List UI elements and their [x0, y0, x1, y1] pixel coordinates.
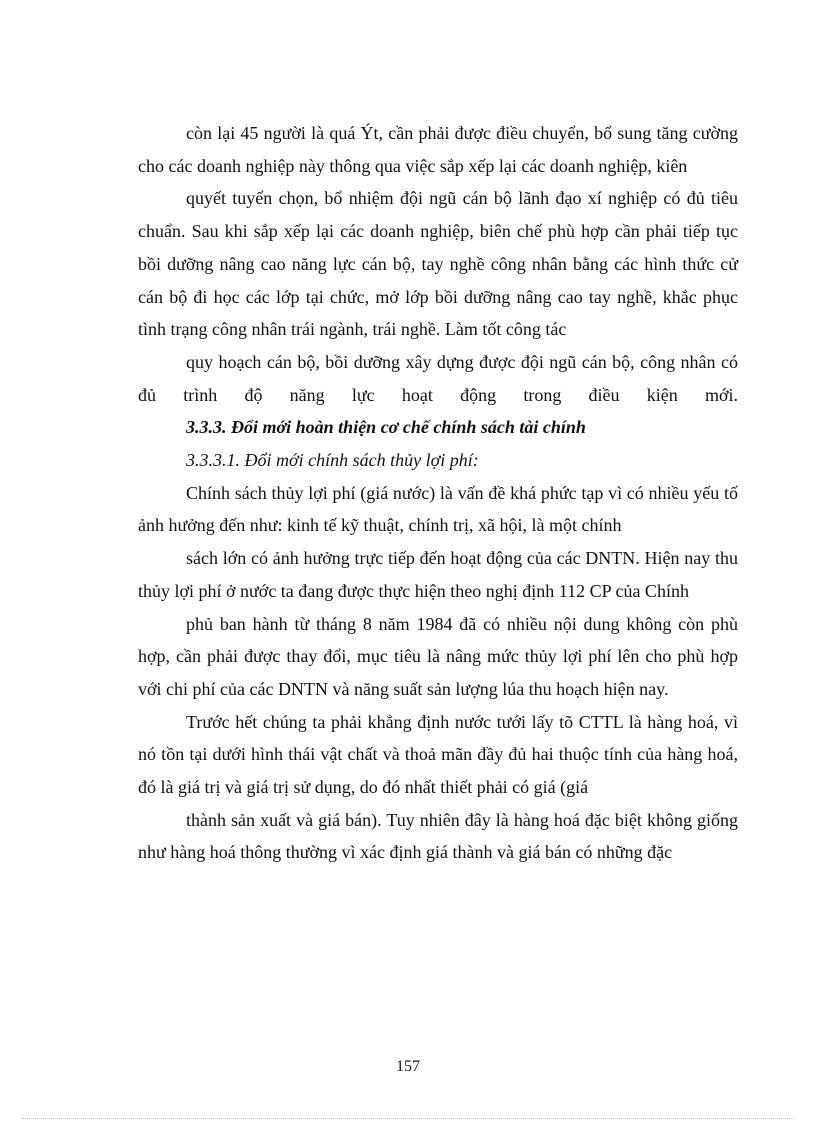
paragraph-8: thành sản xuất và giá bán). Tuy nhiên đây là hàng hoá đặc biệt không giống như hàng hoá thông thường vì xác định giá thành và giá bán có những đặc: [138, 809, 738, 863]
paragraph-7: Trước hết chúng ta phải khẳng định nước tưới lấy tõ CTTL là hàng hoá, vì nó tồn tại dưới hình thái vật chất và thoả mãn đầy đủ hai thuộc tính của hàng hoá, đó là giá trị và giá trị sử dụng, do đó nhất thiết phải có giá (giá: [138, 711, 738, 798]
paragraph-3: quy hoạch cán bộ, bồi dưỡng xây dựng được đội ngũ cán bộ, công nhân có đủ trình độ năng lực hoạt động trong điều kiện mới.: [138, 351, 738, 405]
page-body: [138, 117, 738, 869]
subsection-heading: 3.3.3.1. Đổi mới chính sách thủy lợi phí:: [186, 450, 479, 471]
page-bottom-divider: [22, 1118, 794, 1119]
paragraph-1: còn lại 45 người là quá Ýt, cần phải được điều chuyển, bổ sung tăng cường cho các doanh nghiệp này thông qua việc sắp xếp lại các doanh nghiệp, kiên: [138, 123, 738, 176]
section-heading: 3.3.3. Đổi mới hoàn thiện cơ chế chính sách tài chính: [186, 417, 586, 438]
paragraph-5: sách lớn có ảnh hưởng trực tiếp đến hoạt động của các DNTN. Hiện nay thu thủy lợi phí ở nước ta đang được thực hiện theo nghị định 112 CP của Chính: [138, 548, 738, 601]
paragraph-4: Chính sách thủy lợi phí (giá nước) là vấn đề khá phức tạp vì có nhiều yếu tố ảnh hưởng đến như: kinh tế kỹ thuật, chính trị, xã hội, là một chính: [138, 482, 738, 536]
paragraph-6: phủ ban hành từ tháng 8 năm 1984 đã có nhiều nội dung không còn phù hợp, cần phải được thay đổi, mục tiêu là nâng mức thủy lợi phí lên cho phù hợp với chi phí của các DNTN và năng suất sản lượng lúa thu hoạch hiện nay.: [138, 613, 738, 699]
paragraph-2: quyết tuyển chọn, bổ nhiệm đội ngũ cán bộ lãnh đạo xí nghiệp có đủ tiêu chuẩn. Sau khi sắp xếp lại các doanh nghiệp, biên chế phù hợp cần phải tiếp tục bồi dưỡng nâng cao năng lực cán bộ, tay nghề công nhân bằng các hình thức cử cán bộ đi học các lớp tại chức, mở lớp bồi dưỡng nâng cao tay nghề, khắc phục tình trạng công nhân trái ngành, trái nghề. Làm tốt công tác: [138, 188, 738, 340]
page-number: 157: [396, 1058, 420, 1075]
